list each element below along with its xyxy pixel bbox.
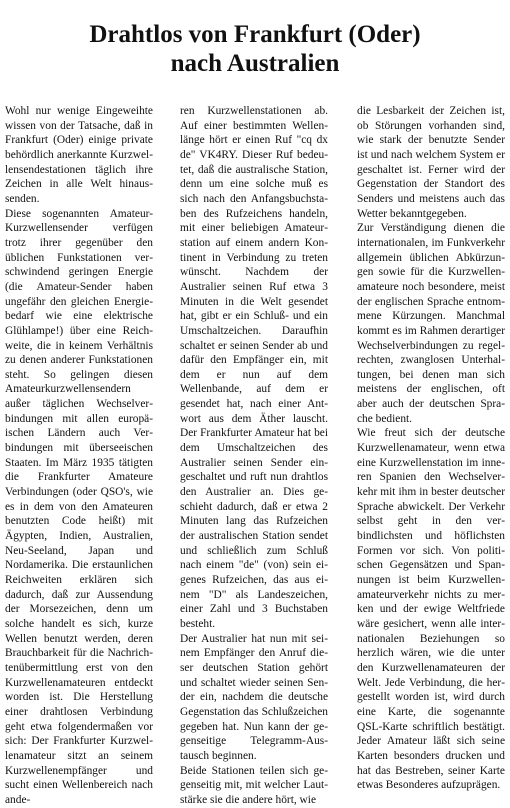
paragraph: Beide Stationen teilen sich gegenseitig mit, mit welcher Lautstärke sie die andere hört, wie — [180, 764, 328, 806]
paragraph: Wohl nur wenige Eingeweihte wissen von der Tatsache, daß in Frankfurt (Oder) einige private behördlich anerkannte Kurzwellensendestationen täglich ihre Zeichen in alle Welt hinaussenden. — [5, 105, 153, 205]
text-column-2 — [180, 104, 328, 808]
text-column-3 — [357, 104, 505, 793]
paragraph: die Lesbarkeit der Zeichen ist, ob Störungen vorhanden sind, wie stark der benutzte Sender ist und nach welchem System er geschaltet ist. Ferner wird der Gegenstation der Standort des Senders und meistens auch das Wetter bekanntgegeben. — [357, 105, 505, 220]
title-line-1: Drahtlos von Frankfurt (Oder) — [89, 21, 421, 48]
title-line-2: nach Australien — [170, 50, 340, 77]
text-column-1 — [5, 104, 153, 808]
article-title — [0, 20, 510, 78]
paragraph: Diese sogenannten Amateur-Kurzwellensender verfügen trotz ihrer gegenüber den üblichen Funkstationen verschwindend geringen Energie (die Amateur-Sender haben ungefähr den gleichen Energiebedarf wie eine elektrische Glühlampe!) über eine Reichweite, die in keinem Verhältnis zu denen anderer Funkstationen steht. So gelingen diesen Amateurkurzwellensendern außer täglichen Wechselverbindungen mit allen europäischen Ländern auch Verbindungen mit überseeischen Staaten. Im März 1935 tätigten die Frankfurter Amateure Verbindungen (oder QSO's, wie es in dem von den Amateuren benutzten Code heißt) mit Ägypten, Indien, Australien, Neu-Seeland, Japan und Nordamerika. Die erstaunlichen Reichweiten erklären sich dadurch, daß zur Aussendung der Morsezeichen, denn um solche handelt es sich, kurze Wellen benutzt werden, deren Brauchbarkeit für die Nachrichtenübermittlung erst von den Kurzwellenamateuren entdeckt worden ist. Die Herstellung einer drahtlosen Verbindung geht etwa folgendermaßen vor sich: Der Frankfurter Kurzwellenamateur sitzt an seinem Kurzwellenempfänger und sucht einen Wellenbereich nach ande- — [5, 207, 153, 806]
paragraph: ren Kurzwellenstationen ab. Auf einer bestimmten Wellenlänge hört er einen Ruf "cq dx de" VK4RY. Dieser Ruf bedeutet, daß die australische Station, denn um eine solche muß es sich nach den Anfangsbuchstaben des Rufzeichens handeln, mit einer beliebigen Amateurstation auf einem andern Kontinent in Verbindung zu treten wünscht. Nachdem der Australier seinen Ruf etwa 3 Minuten in die Welt gesendet hat, gibt er ein Schluß- und ein Umschaltzeichen. Daraufhin schaltet er seinen Sender ab und dafür den Empfänger ein, mit dem er nun auf dem Wellenbande, auf dem er gesendet hat, nach einer Antwort aus dem Äther lauscht. Der Frankfurter Amateur hat bei dem Umschaltzeichen des Australier seinen Sender eingeschaltet und ruft nun drahtlos den Australier an. Dies geschieht dadurch, daß er etwa 2 Minuten lang das Rufzeichen der australischen Station sendet und schließlich zum Schluß nach einem "de" (von) sein eigenes Rufzeichen, das aus einem "D" als Landeszeichen, einer Zahl und 3 Buchstaben besteht. — [180, 105, 328, 630]
paragraph: Wie freut sich der deutsche Kurzwellenamateur, wenn etwa eine Kurzwellenstation im inneren Spanien den Wechselverkehr mit ihm in bester deutscher Sprache abwickelt. Der Verkehr selbst geht in den verbindlichsten und höflichsten Formen vor sich. Von politischen Gegensätzen und Spannungen ist beim Kurzwellenamateurverkehr nichts zu merken und der ewige Weltfriede wäre gesichert, wenn alle internationalen Beziehungen so herzlich wären, wie die unter den Kurzwellenamateuren der Welt. Jede Verbindung, die hergestellt worden ist, wird durch eine Karte, die sogenannte QSL-Karte schriftlich bestätigt. Jeder Amateur läßt sich seine Karten besonders drucken und hat das Bestreben, seiner Karte etwas Besonderes aufzuprägen. — [357, 427, 505, 792]
paragraph: Zur Verständigung dienen die internationalen, im Funkverkehr allgemein üblichen Abkürzungen sowie für die Kurzwellenamateure noch besondere, meist der englischen Sprache entnommene Kürzungen. Manchmal kommt es im Rahmen derartiger Wechselverbindungen zu regelrechten, zwanglosen Unterhaltungen, bei denen man sich meistens der englischen, oft aber auch der deutschen Sprache bedient. — [357, 222, 505, 425]
paragraph: Der Australier hat nun mit seinem Empfänger den Anruf dieser deutschen Station gehört und schaltet wieder seinen Sender ein, nachdem die deutsche Gegenstation das Schlußzeichen gegeben hat. Nun kann der gegenseitige Telegramm-Austausch beginnen. — [180, 632, 328, 762]
